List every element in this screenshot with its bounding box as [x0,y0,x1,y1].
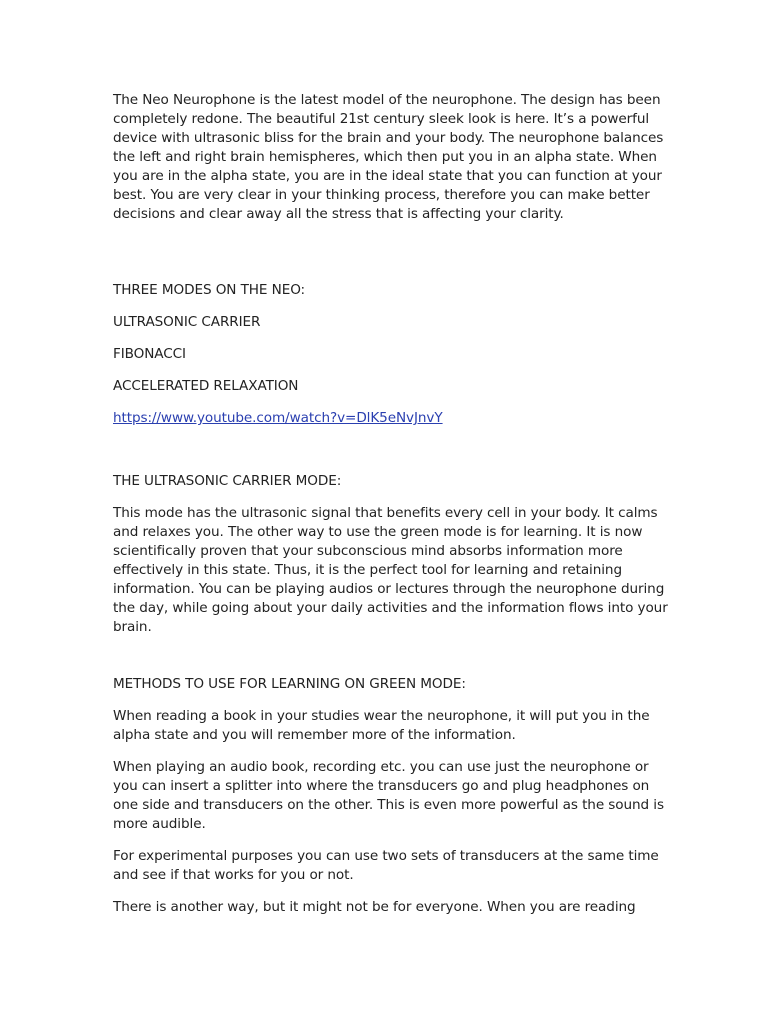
mode-item-ultrasonic: ULTRASONIC CARRIER [113,314,261,330]
methods-paragraph-3: For experimental purposes you can use two sets of transducers at the same time and see if that works for you or not. [113,848,659,883]
modes-heading: THREE MODES ON THE NEO: [113,282,306,298]
methods-paragraph-1: When reading a book in your studies wear the neurophone, it will put you in the alpha state and you will remember more of the information. [113,708,650,743]
mode-item-accelerated-relaxation: ACCELERATED RELAXATION [113,378,299,394]
methods-heading: METHODS TO USE FOR LEARNING ON GREEN MODE: [113,676,466,692]
methods-paragraph-2: When playing an audio book, recording etc. you can use just the neurophone or you can insert a splitter into where the transducers go and plug headphones on one side and transducers on the other. This is even more powerful as the sound is more audible. [113,759,664,832]
intro-paragraph: The Neo Neurophone is the latest model of the neurophone. The design has been completely redone. The beautiful 21st century sleek look is here. It’s a powerful device with ultrasonic bliss for the brain and your body. The neurophone balances the left and right brain hemispheres, which then put you in an alpha state. When you are in the alpha state, you are in the ideal state that you can function at your best. You are very clear in your thinking process, therefore you can make better decisions and clear away all the stress that is affecting your clarity. [113,92,664,222]
ultrasonic-paragraph: This mode has the ultrasonic signal that benefits every cell in your body. It calms and relaxes you. The other way to use the green mode is for learning. It is now scientifically proven that your subconscious mind absorbs information more effectively in this state. Thus, it is the perfect tool for learning and retaining information. You can be playing audios or lectures through the neurophone during the day, while going about your daily activities and the information flows into your brain. [113,505,668,635]
document-page [113,91,673,930]
methods-paragraph-4: There is another way, but it might not be for everyone. When you are reading [113,899,636,915]
ultrasonic-heading: THE ULTRASONIC CARRIER MODE: [113,473,342,489]
video-link-paragraph [113,409,673,428]
video-link[interactable]: https://www.youtube.com/watch?v=DlK5eNvJnvY [113,410,443,426]
mode-item-fibonacci: FIBONACCI [113,346,186,362]
